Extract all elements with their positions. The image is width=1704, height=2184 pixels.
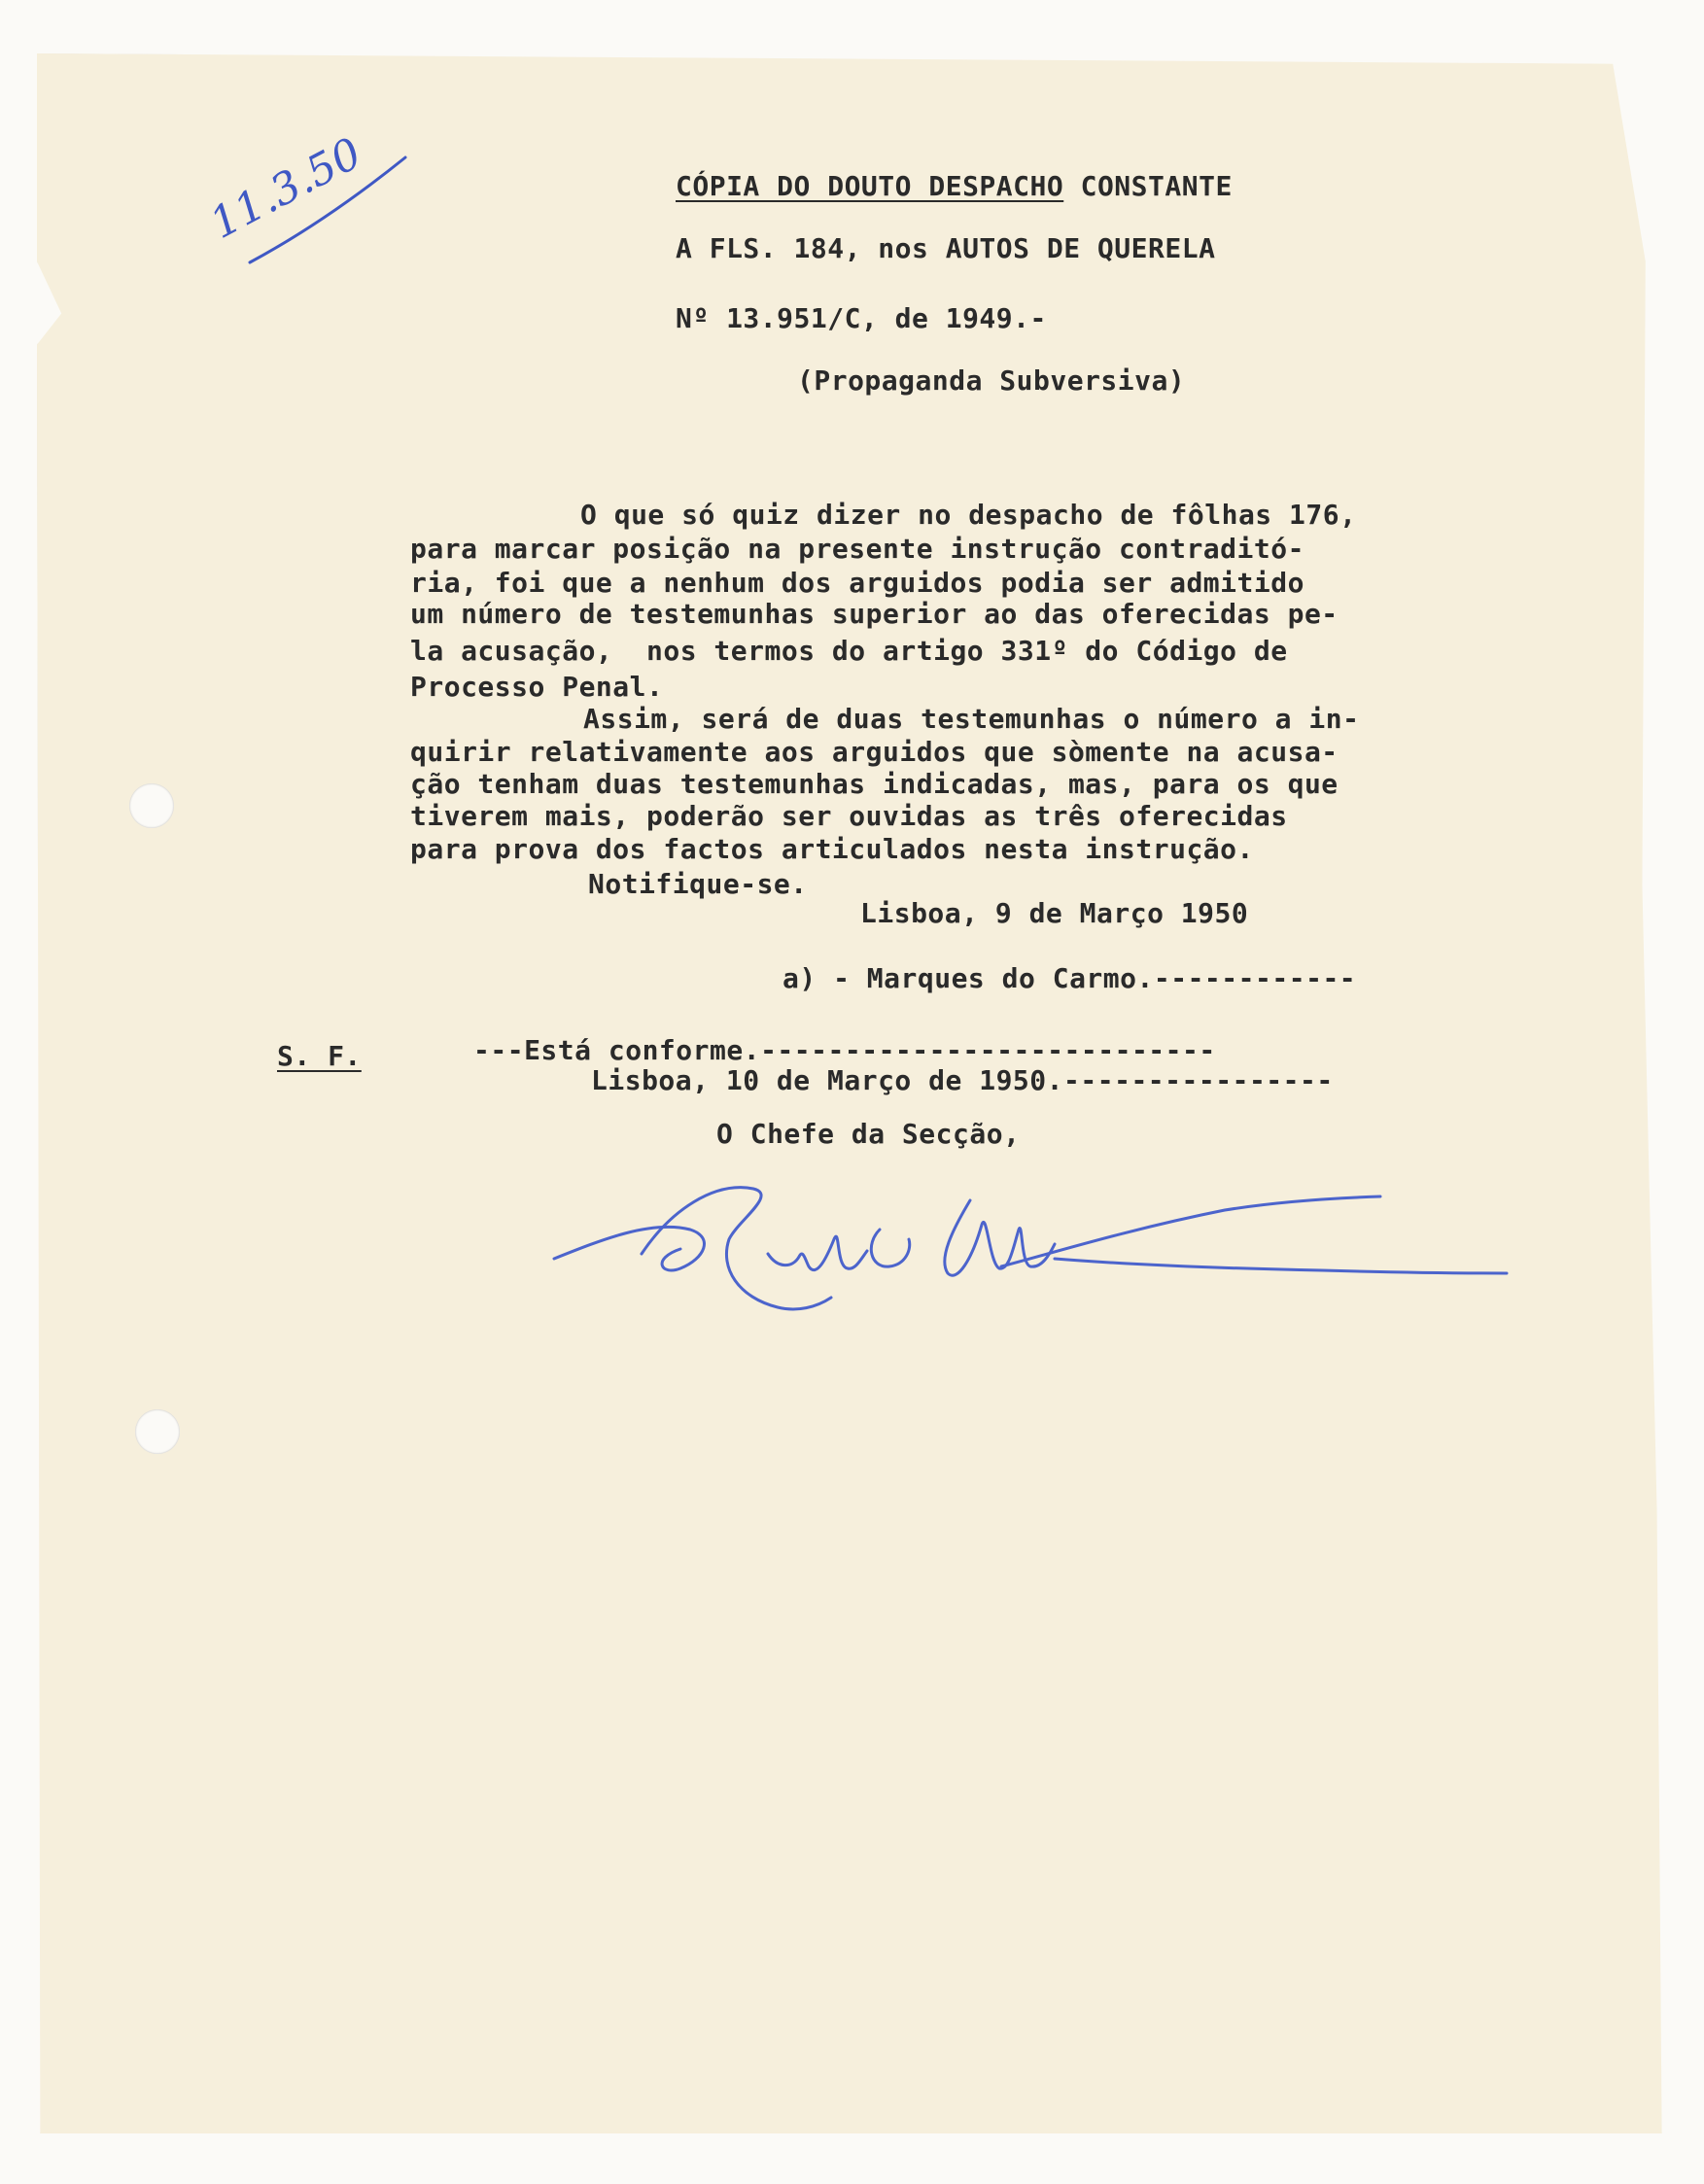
body-line-1: O que só quiz dizer no despacho de fôlhas 176,: [580, 499, 1357, 531]
body-line-10: tiverem mais, poderão ser ouvidas as três oferecidas: [410, 800, 1288, 832]
body-line-7: Assim, será de duas testemunhas o número a in-: [583, 703, 1360, 735]
header-line-1-rest: CONSTANTE: [1063, 170, 1233, 202]
handwritten-date: 11.3.50: [202, 128, 370, 249]
body-line-8: quirir relativamente aos arguidos que sòmente na acusa-: [410, 736, 1339, 768]
margin-label: S. F.: [277, 1040, 362, 1072]
body-line-6: Processo Penal.: [410, 671, 664, 703]
signed-line: a) - Marques do Carmo.------------: [782, 962, 1357, 994]
handwritten-underline: [248, 154, 413, 270]
body-line-2: para marcar posição na presente instrução contraditó-: [410, 533, 1304, 565]
role-line: O Chefe da Secção,: [716, 1118, 1021, 1150]
body-line-4: um número de testemunhas superior ao das oferecidas pe-: [410, 598, 1339, 630]
body-line-12: Notifique-se.: [588, 868, 808, 900]
signature: [544, 1161, 1516, 1336]
certification-date: Lisboa, 10 de Março de 1950.----------------: [591, 1064, 1334, 1096]
place-date: Lisboa, 9 de Março 1950: [860, 897, 1249, 929]
body-line-9: ção tenham duas testemunhas indicadas, mas, para os que: [410, 768, 1339, 800]
header-line-1: [676, 170, 1233, 202]
body-line-11: para prova dos factos articulados nesta instrução.: [410, 833, 1254, 865]
header-line-2: A FLS. 184, nos AUTOS DE QUERELA: [676, 232, 1216, 264]
punch-hole-top: [129, 783, 174, 828]
punch-hole-bottom: [135, 1409, 180, 1454]
body-line-3: ria, foi que a nenhum dos arguidos podia ser admitido: [410, 567, 1304, 599]
body-line-5: la acusação, nos termos do artigo 331º do Código de: [410, 635, 1288, 667]
header-line-3: Nº 13.951/C, de 1949.-: [676, 302, 1047, 334]
header-line-1-underlined: CÓPIA DO DOUTO DESPACHO: [676, 170, 1064, 202]
header-line-4: (Propaganda Subversiva): [797, 364, 1186, 397]
conforme-line: ---Está conforme.---------------------------: [473, 1034, 1216, 1066]
